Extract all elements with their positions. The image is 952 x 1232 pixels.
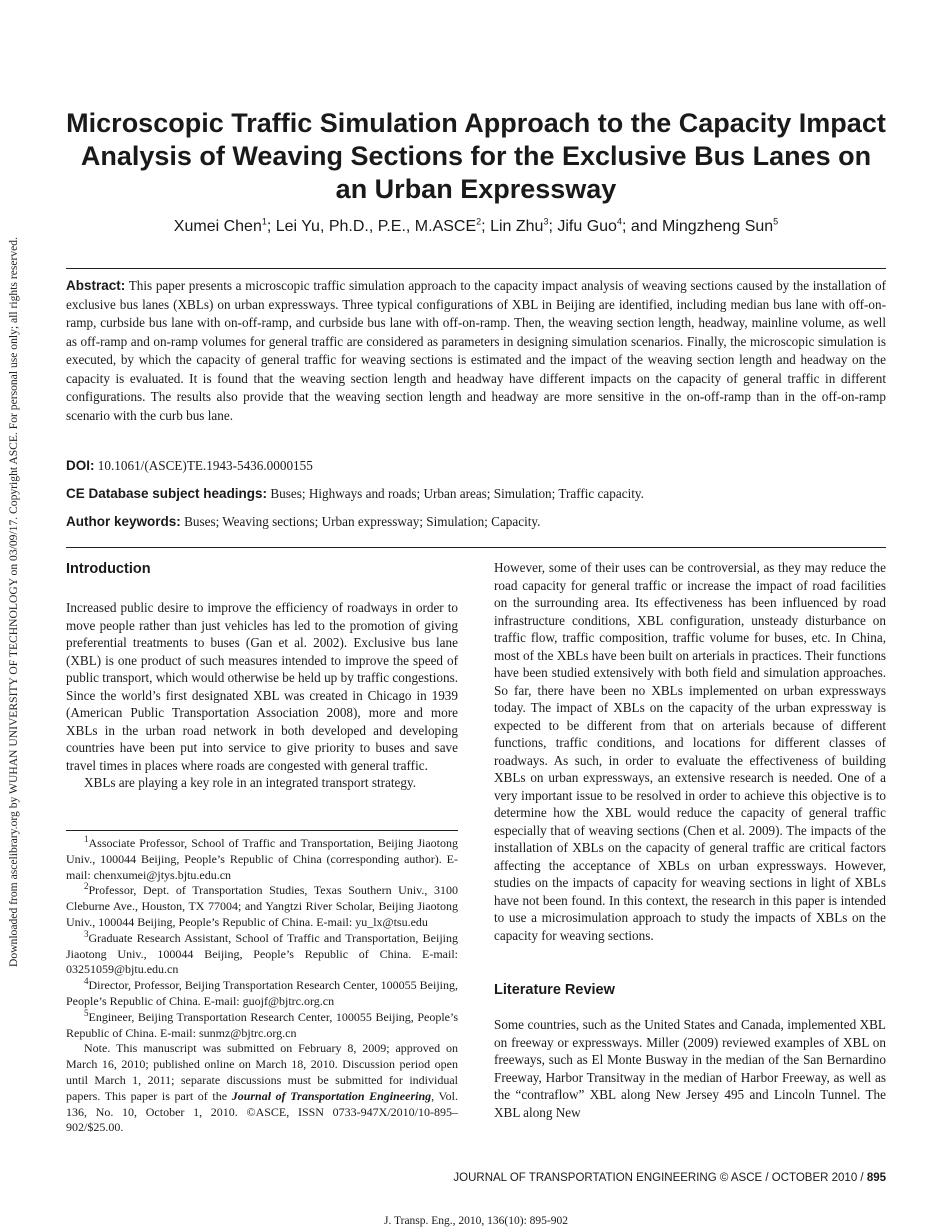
keywords-label: Author keywords:: [66, 514, 181, 529]
left-column: [66, 559, 458, 792]
journal-name: Journal of Transportation Engineering: [231, 1088, 432, 1103]
note-text-post: , Vol. 136, No. 10, October 1, 2010. ©ASCE, ISSN 0733-947X/2010/10-895–902/$25.00.: [66, 1088, 458, 1135]
footer-journal-text: JOURNAL OF TRANSPORTATION ENGINEERING © ASCE / OCTOBER 2010 /: [453, 1172, 867, 1184]
author-affiliation-mark: 5: [773, 216, 779, 227]
footnote-2: [66, 883, 458, 930]
introduction-paragraph-2: XBLs are playing a key role in an integrated transport strategy.: [84, 775, 417, 790]
right-column: [494, 559, 886, 1121]
ce-headings-text: Buses; Highways and roads; Urban areas; Simulation; Traffic capacity.: [270, 486, 644, 501]
footnote-text: Associate Professor, School of Traffic and Transportation, Beijing Jiaotong Univ., 100044 Beijing, People’s Republic of China (corresponding author). E-mail: chenxumei@jtys.bjtu.edu.cn: [66, 836, 458, 882]
author-separator: ;: [548, 218, 558, 235]
footnote-rule: [66, 830, 458, 831]
author-separator: ;: [266, 218, 276, 235]
running-footer: [400, 1170, 886, 1186]
paper-title: Microscopic Traffic Simulation Approach to the Capacity Impact Analysis of Weaving Sections for the Exclusive Bus Lanes on an Urban Expressway: [66, 108, 886, 204]
doi-label: DOI:: [66, 458, 95, 473]
author-affiliation-mark: 3: [543, 216, 549, 227]
footnote-3: [66, 928, 458, 978]
author-name: Mingzheng Sun: [661, 218, 774, 235]
author-name: Lin Zhu: [490, 218, 544, 235]
footnote-text: Director, Professor, Beijing Transportation Research Center, 100055 Beijing, People’s Republic of China. E-mail: guojf@bjtrc.org.cn: [66, 978, 458, 1008]
author-name: Lei Yu, Ph.D., P.E., M.ASCE: [275, 218, 477, 235]
introduction-paragraph-1: Increased public desire to improve the efficiency of roadways in order to move people rather than just vehicles has led to the promotion of giving preferential treatments to buses (Gan et al. 2002). Exclusive bus lane (XBL) is one product of such measures intended to improve the speed of public transport, which would otherwise be held up by traffic congestions. Since the world’s first designated XBL was created in Chicago in 1939 (American Public Transportation Association 2008), more and more XBLs in the urban road network in both developed and developing countries have been put into service to give priority to buses and save travel times in places where roads are congested with general traffic.: [66, 600, 458, 773]
footnote-mark: 5: [84, 1007, 89, 1018]
note-text-pre: Note. This manuscript was submitted on February 8, 2009; approved on March 16, 2010; published online on March 18, 2010. Discussion period open until March 1, 2011; separate discussions must be submitted for individual papers. This paper is part of the: [66, 1041, 458, 1103]
download-notice-text: Downloaded from ascelibrary.org by WUHAN UNIVERSITY OF TECHNOLOGY on 03/09/17. Copyright ASCE. For personal use only; all rights reserved.: [7, 237, 20, 967]
footnote-4: [66, 978, 458, 1010]
abstract-top-rule: [66, 268, 886, 269]
author-name: Xumei Chen: [173, 218, 262, 235]
download-notice: [2, 222, 24, 982]
author-list: [66, 216, 886, 238]
literature-review-heading: Literature Review: [494, 982, 615, 998]
author-separator: ;: [481, 218, 491, 235]
footnote-mark: 3: [84, 928, 89, 939]
footnote-text: Engineer, Beijing Transportation Research Center, 100055 Beijing, People’s Republic of China. E-mail: sunmz@bjtrc.org.cn: [66, 1009, 458, 1040]
author-affiliation-mark: 4: [616, 216, 622, 227]
footnote-mark: 1: [84, 834, 89, 844]
right-column-paragraph-1: However, some of their uses can be controversial, as they may reduce the road capacity for general traffic or increase the impact of road facilities on the surrounding area. Its effectiveness has been influenced by road infrastructure conditions, XBL configuration, unsteady disturbance on traffic flow, traffic composition, traffic volume for buses, etc. In China, most of the XBLs have been built on arterials in practices. Their functions have been studied extensively with both field and simulation approaches. So far, there have been no XBLs implemented on urban expressways today. The impact of XBLs on the capacity of the urban expressway is expected to be different from that on arterials because of different functions, traffic conditions, and locations for different classes of roadways. As such, in order to evaluate the effectiveness of building XBLs on urban expressways, an extensive research is needed. One of a very important issue to be resolved in order to achieve this objective is to determine how the XBL would reduce the capacity of general traffic especially that of weaving sections (Chen et al. 2009). The impacts of the installation of XBLs on the capacity of general traffic are critical factors affecting the acceptance of XBLs on urban expressways. However, studies on the impacts of capacity for weaving sections in light of XBLs have not been found. In this context, the research in this paper is intended to use a microsimulation approach to study the impacts of XBLs on the capacity for weaving sections.: [494, 560, 886, 943]
footnotes: [66, 836, 458, 1136]
citation-line: J. Transp. Eng., 2010, 136(10): 895-902: [383, 1215, 568, 1227]
author-keywords: [66, 513, 886, 531]
footnote-1: [66, 836, 458, 883]
abstract-text: This paper presents a microscopic traffic simulation approach to the capacity impact analysis of weaving sections caused by the installation of exclusive bus lanes (XBLs) on urban expressways. Three typical configurations of XBL in Beijing are identified, including median bus lane with off-on-ramp, curbside bus lane with on-off-ramp, and curbside bus lane with off-on-ramp. Then, the weaving section length, headway, mainline volume, as well as off-ramp and on-ramp volumes for general traffic are considered as parameters in designing simulation scenarios. Finally, the microscopic simulation is executed, by which the capacity of general traffic for weaving sections is estimated and the impact of the weaving section length and headway on the capacity is evaluated. It is found that the weaving section length and headway have different impacts on the capacity of general traffic in different configurations. The results also provide that the weaving section length and headway are more sensitive in the on-off-ramp than in the off-on-ramp scenario with the curb bus lane.: [66, 278, 886, 423]
abstract: [66, 277, 886, 425]
footnote-text: Graduate Research Assistant, School of Traffic and Transportation, Beijing Jiaotong Univ., 100044 Beijing, People’s Republic of China. E-mail: 03251059@bjtu.edu.cn: [66, 930, 458, 977]
footnote-5: [66, 1007, 458, 1042]
abstract-bottom-rule: [66, 547, 886, 548]
abstract-label: Abstract:: [66, 278, 126, 293]
author-separator: ; and: [621, 218, 662, 235]
footnote-text: Professor, Dept. of Transportation Studies, Texas Southern Univ., 3100 Cleburne Ave., Houston, TX 77004; and Yangtzi River Scholar, Beijing Jiaotong Univ., 100044 Beijing, People’s Republic of China. E-mail: yu_lx@tsu.edu: [66, 883, 458, 929]
doi-value[interactable]: 10.1061/(ASCE)TE.1943-5436.0000155: [97, 458, 313, 473]
ce-subject-headings: [66, 485, 886, 503]
page-number: 895: [866, 1172, 886, 1184]
author-name: Jifu Guo: [557, 218, 617, 235]
author-affiliation-mark: 1: [261, 216, 267, 227]
literature-review-paragraph-1: Some countries, such as the United States and Canada, implemented XBL on freeway or expressways. Miller (2009) reviewed examples of XBL on freeways, such as El Monte Busway in the median of the San Bernardino Freeway, Harbor Transitway in the median of Harbor Freeway, as well as the “contraflow” XBL along New Jersey 495 and Lincoln Tunnel. The XBL along New: [494, 1017, 886, 1120]
keywords-text: Buses; Weaving sections; Urban expressway; Simulation; Capacity.: [184, 514, 541, 529]
footnote-mark: 2: [84, 881, 89, 892]
author-affiliation-mark: 2: [476, 216, 482, 227]
footnote-mark: 4: [84, 976, 89, 987]
doi-line: [66, 457, 886, 475]
ce-headings-label: CE Database subject headings:: [66, 486, 268, 501]
submission-note: [66, 1041, 458, 1136]
introduction-heading: Introduction: [66, 561, 151, 577]
